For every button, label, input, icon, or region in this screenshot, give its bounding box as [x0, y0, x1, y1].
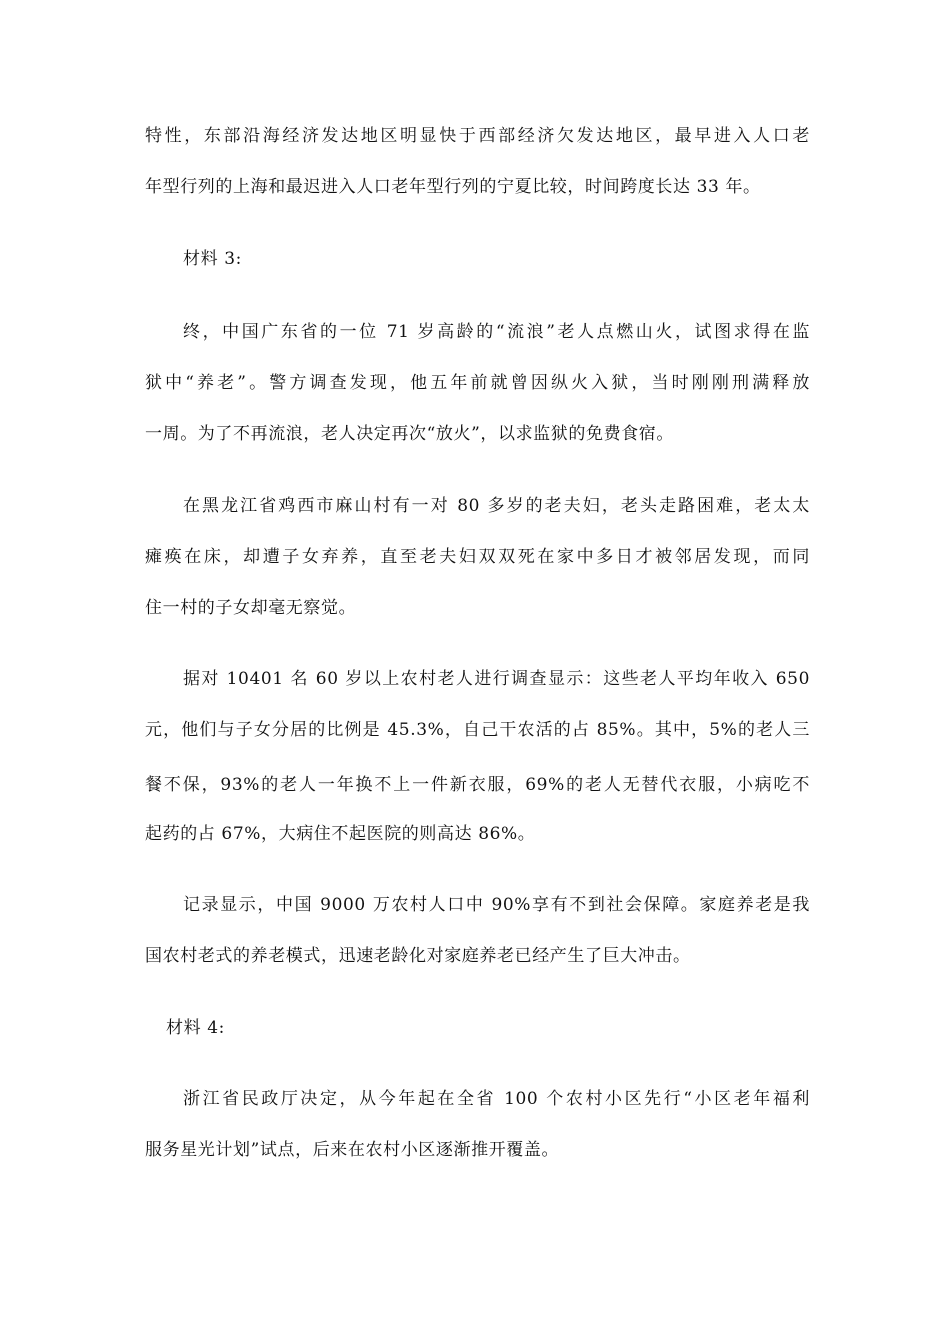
paragraph-survey-line-2: 元，他们与子女分居的比例是 45.3%，自己干农活的占 85%。其中，5%的老人三 — [145, 720, 810, 740]
paragraph-intro-line-1: 特性，东部沿海经济发达地区明显快于西部经济欠发达地区，最早进入人口老 — [145, 126, 810, 146]
paragraph-heilongjiang-line-2: 瘫痪在床，却遭子女弃养，直至老夫妇双双死在家中多日才被邻居发现，而同 — [145, 547, 810, 567]
paragraph-record-line-2: 国农村老式的养老模式，迅速老龄化对家庭养老已经产生了巨大冲击。 — [145, 946, 691, 966]
material-3-label: 材料 3: — [183, 249, 242, 269]
paragraph-guangdong-line-1: 终，中国广东省的一位 71 岁高龄的“流浪”老人点燃山火，试图求得在监 — [183, 322, 810, 342]
paragraph-heilongjiang-line-1: 在黑龙江省鸡西市麻山村有一对 80 多岁的老夫妇，老头走路困难，老太太 — [183, 496, 810, 516]
paragraph-survey-line-3: 餐不保，93%的老人一年换不上一件新衣服，69%的老人无替代衣服，小病吃不 — [145, 775, 810, 795]
material-4-label: 材料 4: — [166, 1018, 225, 1038]
paragraph-guangdong-line-3: 一周。为了不再流浪，老人决定再次“放火”，以求监狱的免费食宿。 — [145, 424, 674, 444]
paragraph-record-line-1: 记录显示，中国 9000 万农村人口中 90%享有不到社会保障。家庭养老是我 — [183, 895, 810, 915]
paragraph-guangdong-line-2: 狱中“养老”。警方调查发现，他五年前就曾因纵火入狱，当时刚刚刑满释放 — [145, 373, 810, 393]
paragraph-survey-line-1: 据对 10401 名 60 岁以上农村老人进行调查显示：这些老人平均年收入 650 — [183, 669, 810, 689]
paragraph-intro-line-2: 年型行列的上海和最迟进入人口老年型行列的宁夏比较，时间跨度长达 33 年。 — [145, 177, 761, 197]
paragraph-zhejiang-line-2: 服务星光计划”试点，后来在农村小区逐渐推开覆盖。 — [145, 1140, 560, 1160]
paragraph-heilongjiang-line-3: 住一村的子女却毫无察觉。 — [145, 598, 357, 618]
paragraph-zhejiang-line-1: 浙江省民政厅决定，从今年起在全省 100 个农村小区先行“小区老年福利 — [183, 1089, 810, 1109]
paragraph-survey-line-4: 起药的占 67%，大病住不起医院的则高达 86%。 — [145, 824, 536, 844]
